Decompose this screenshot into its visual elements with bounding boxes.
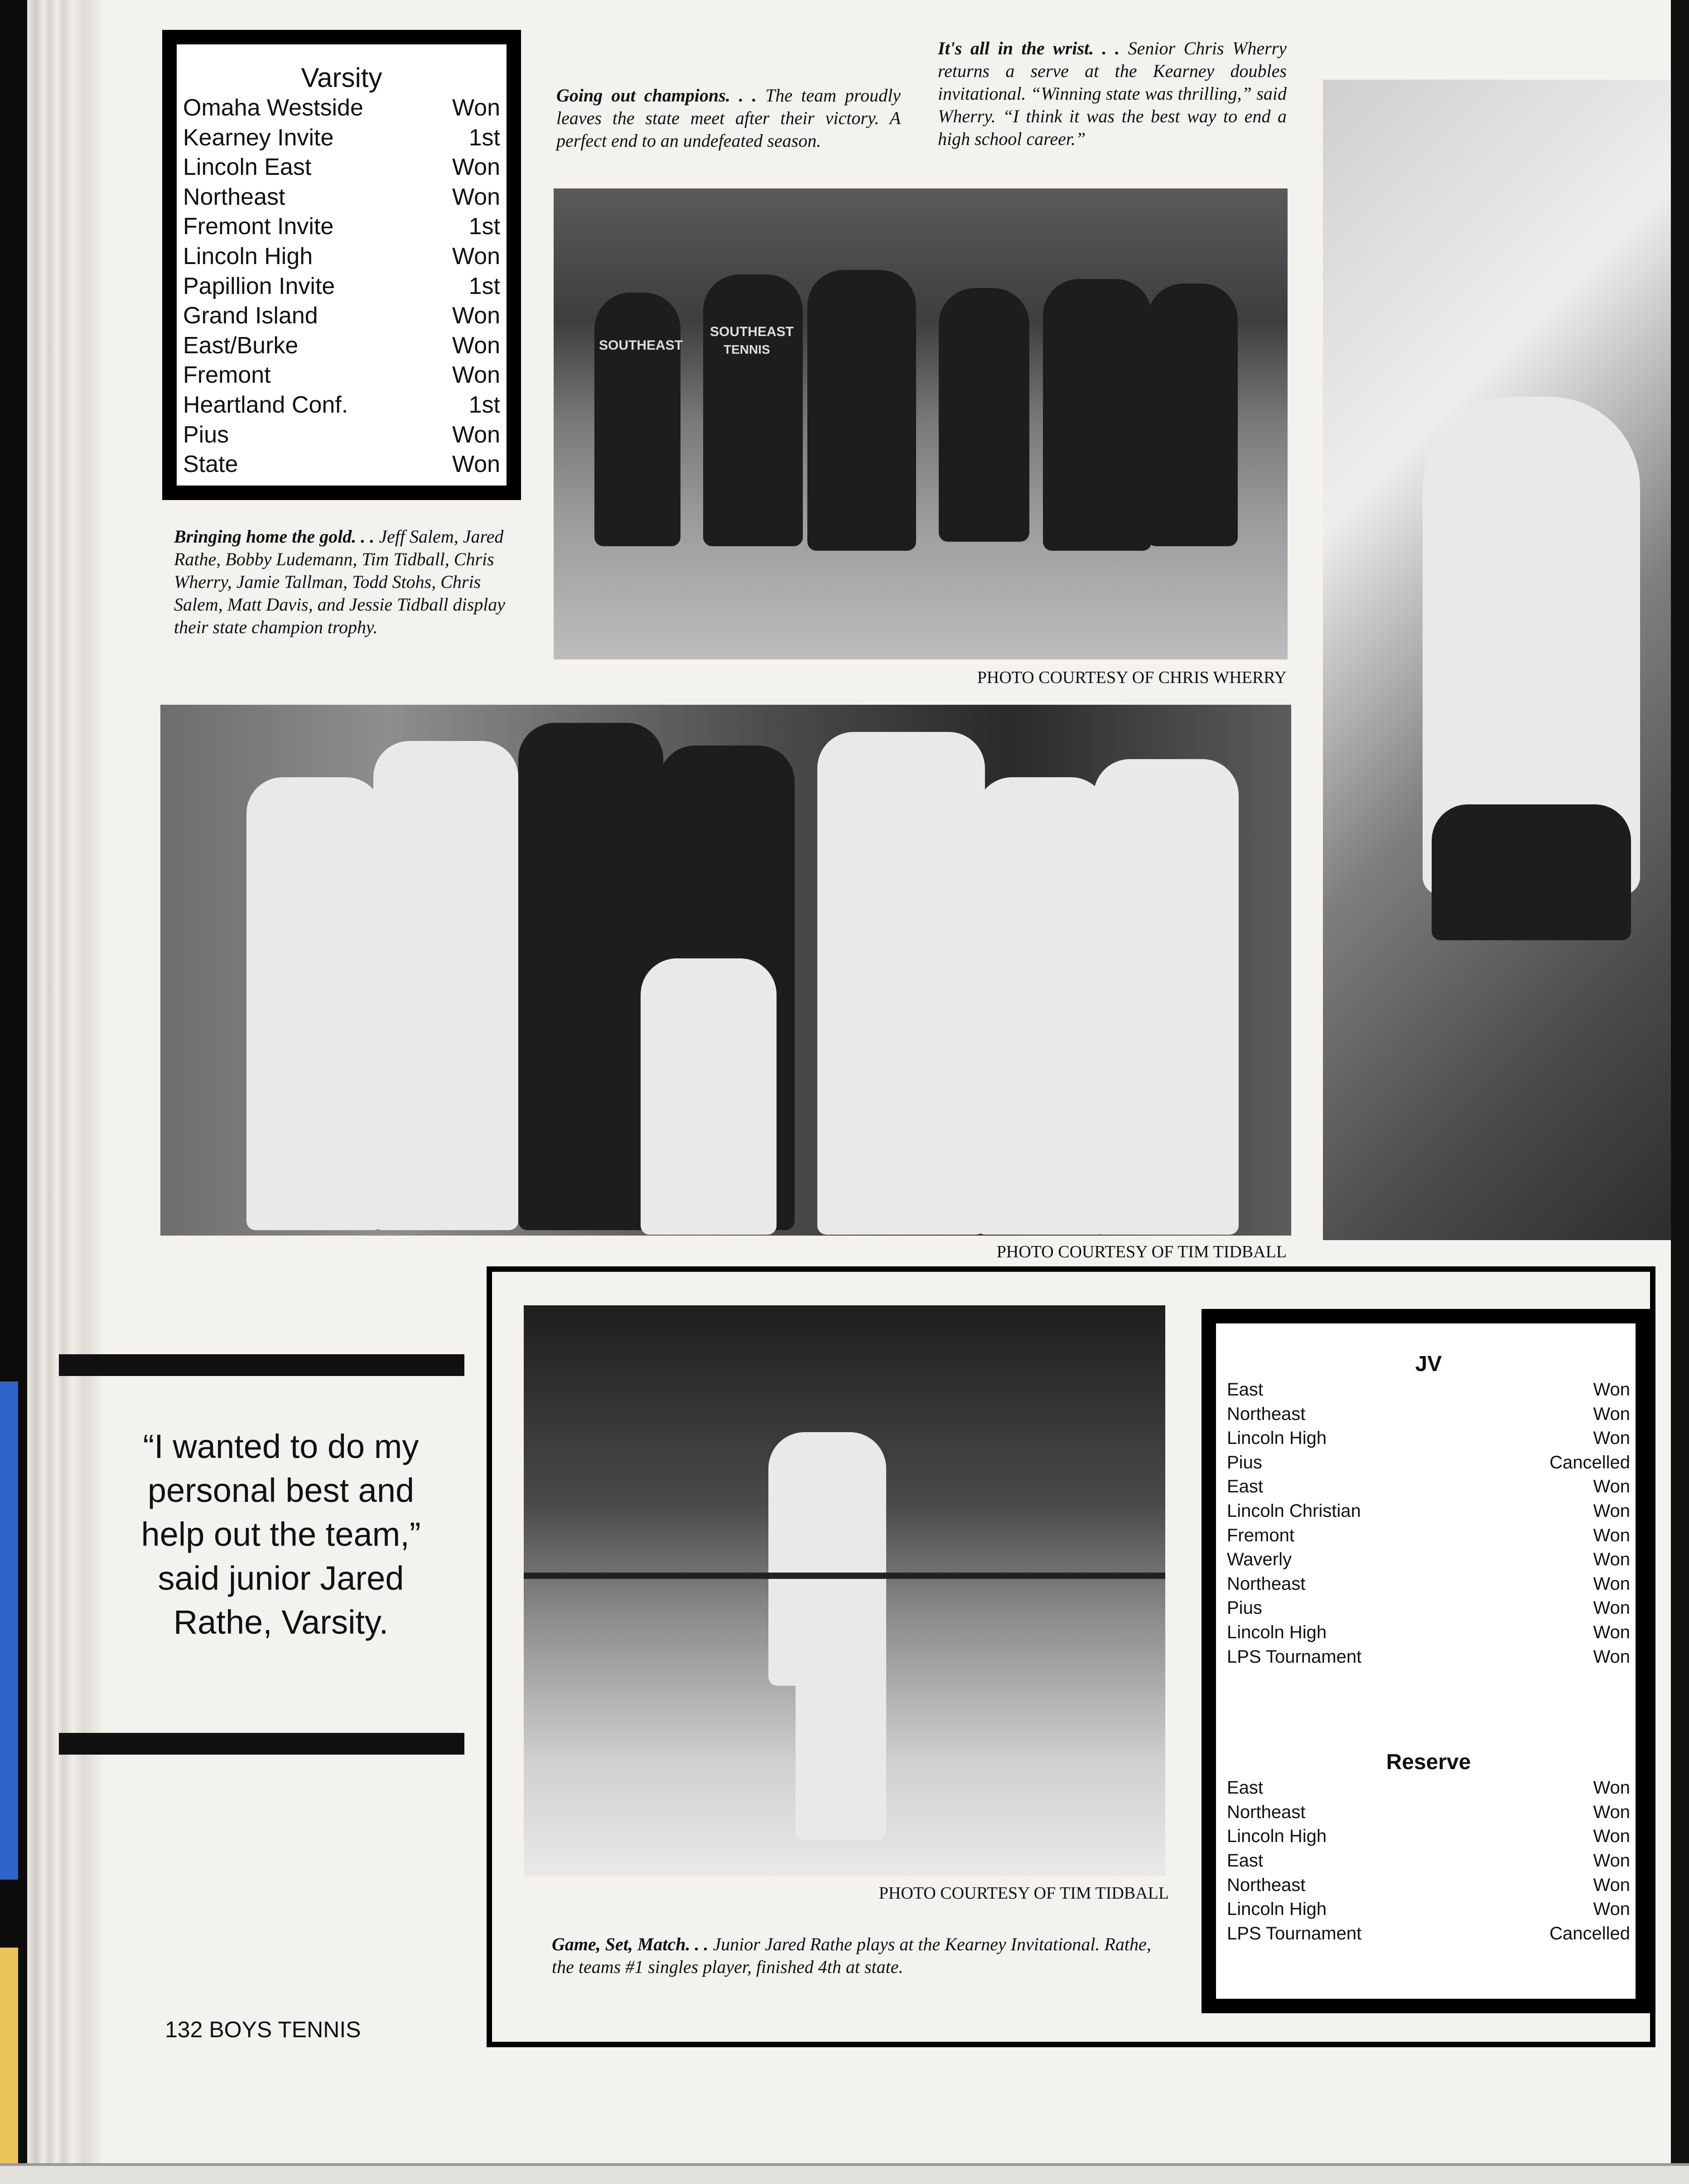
jv-opponent: Pius <box>1227 1598 1262 1618</box>
pull-quote: “I wanted to do my personal best and help out the team,” said junior Jared Rathe, Varsity. <box>141 1428 421 1641</box>
reserve-opponent: Lincoln High <box>1227 1899 1327 1919</box>
varsity-row <box>183 390 500 420</box>
reserve-row <box>1227 1776 1630 1800</box>
jv-result: Won <box>1593 1549 1630 1570</box>
jv-result: Won <box>1593 1598 1630 1618</box>
varsity-result: 1st <box>468 273 500 299</box>
caption-match-lead: Game, Set, Match. . . <box>552 1934 709 1954</box>
varsity-result: Won <box>452 421 500 448</box>
varsity-opponent: State <box>183 451 238 478</box>
credit-tidball-match: PHOTO COURTESY OF TIM TIDBALL <box>878 1884 1169 1903</box>
jv-result: Won <box>1593 1525 1630 1545</box>
reserve-opponent: Northeast <box>1227 1875 1306 1895</box>
varsity-row <box>183 361 500 390</box>
team-walking-photo <box>554 188 1288 659</box>
quote-bar-top <box>59 1354 464 1376</box>
varsity-row <box>183 301 500 331</box>
jv-opponent: East <box>1227 1380 1264 1400</box>
page-footer: 132 BOYS TENNIS <box>165 2017 361 2042</box>
team-trophy-photo <box>160 705 1291 1236</box>
varsity-row <box>183 272 500 302</box>
varsity-result: Won <box>452 183 500 210</box>
varsity-opponent: Heartland Conf. <box>183 391 348 418</box>
jv-result: Won <box>1593 1646 1630 1667</box>
jv-row <box>1227 1621 1630 1645</box>
reserve-result: Won <box>1593 1826 1630 1847</box>
jv-reserve-inner <box>1214 1322 1637 2001</box>
jv-result: Won <box>1593 1428 1630 1448</box>
jv-row <box>1227 1499 1630 1524</box>
varsity-opponent: Lincoln East <box>183 154 312 181</box>
reserve-row <box>1227 1824 1630 1849</box>
reserve-row <box>1227 1849 1630 1873</box>
binding-tab-yellow <box>0 1948 18 2174</box>
reserve-opponent: LPS Tournament <box>1227 1923 1362 1943</box>
jv-result: Won <box>1593 1477 1630 1497</box>
varsity-opponent: Lincoln High <box>183 243 313 269</box>
varsity-result: Won <box>452 362 500 389</box>
binding-tab-blue <box>0 1381 18 1880</box>
jv-reserve-schedule-box <box>1202 1309 1650 2013</box>
varsity-row <box>183 450 500 480</box>
varsity-opponent: Pius <box>183 421 229 448</box>
quote-bar-bottom <box>59 1733 464 1755</box>
credit-wherry: PHOTO COURTESY OF CHRIS WHERRY <box>977 668 1287 687</box>
varsity-row <box>183 331 500 361</box>
jv-opponent: LPS Tournament <box>1227 1646 1362 1667</box>
varsity-result: Won <box>452 154 500 181</box>
jv-row <box>1227 1451 1630 1475</box>
jacket-text-2: SOUTHEAST <box>710 324 794 339</box>
reserve-title: Reserve <box>1386 1750 1471 1775</box>
jv-opponent: East <box>1227 1477 1264 1497</box>
varsity-opponent: Fremont <box>183 362 271 389</box>
jv-result: Won <box>1593 1404 1630 1424</box>
varsity-schedule-inner <box>175 43 508 487</box>
varsity-row <box>183 242 500 272</box>
varsity-result: Won <box>452 243 500 269</box>
reserve-result: Won <box>1593 1899 1630 1919</box>
varsity-result: Won <box>452 451 500 478</box>
varsity-row <box>183 93 500 123</box>
jv-opponent: Fremont <box>1227 1525 1294 1545</box>
jv-title: JV <box>1415 1352 1442 1376</box>
jv-reserve-gap <box>1227 1669 1630 1749</box>
caption-match <box>552 1933 1168 1978</box>
jv-row <box>1227 1572 1630 1597</box>
reserve-row <box>1227 1897 1630 1922</box>
reserve-opponent: Northeast <box>1227 1802 1306 1822</box>
jv-row <box>1227 1596 1630 1621</box>
reserve-row <box>1227 1800 1630 1825</box>
jv-result: Won <box>1593 1622 1630 1642</box>
varsity-opponent: Papillion Invite <box>183 273 335 299</box>
jv-result: Won <box>1593 1501 1630 1521</box>
varsity-result: 1st <box>468 391 500 418</box>
varsity-title: Varsity <box>301 63 382 93</box>
jv-row <box>1227 1645 1630 1669</box>
reserve-opponent: East <box>1227 1850 1264 1871</box>
varsity-row <box>183 420 500 450</box>
caption-going-out-lead: Going out champions. . . <box>556 85 757 106</box>
varsity-opponent: Northeast <box>183 183 285 210</box>
caption-gold-text: Jeff Salem, Jared Rathe, Bobby Ludemann, Tim Tidball, Chris Wherry, Jamie Tallman, Todd Stohs, Chris Salem, Matt Davis, and Jessie Tidball display their state champion trophy. <box>174 526 506 637</box>
varsity-schedule-box <box>162 30 521 500</box>
varsity-rows <box>183 93 500 480</box>
jv-opponent: Lincoln Christian <box>1227 1501 1361 1521</box>
page-right-edge <box>1671 0 1689 2184</box>
caption-going-out <box>556 84 901 152</box>
jv-result: Cancelled <box>1549 1452 1630 1472</box>
jv-row <box>1227 1524 1630 1548</box>
caption-gold-lead: Bringing home the gold. . . <box>174 526 375 547</box>
caption-wrist-text: Senior Chris Wherry returns a serve at the Kearney doubles invitational. “Winning state was thrilling,” said Wherry. “I think it was the best way to end a high school career.” <box>938 38 1287 149</box>
jv-opponent: Northeast <box>1227 1573 1306 1594</box>
jv-row <box>1227 1475 1630 1499</box>
jv-opponent: Northeast <box>1227 1404 1306 1424</box>
reserve-rows <box>1227 1776 1630 1946</box>
caption-wrist-lead: It's all in the wrist. . . <box>938 38 1120 58</box>
reserve-result: Won <box>1593 1778 1630 1798</box>
player-closeup-photo <box>1323 80 1671 1240</box>
varsity-result: Won <box>452 332 500 359</box>
jv-opponent: Lincoln High <box>1227 1622 1327 1642</box>
caption-going-out-text: The team proudly leaves the state meet after their victory. A perfect end to an undefeated season. <box>556 85 901 151</box>
varsity-opponent: Fremont Invite <box>183 213 334 240</box>
jacket-text-1: SOUTHEAST <box>599 338 683 353</box>
reserve-result: Won <box>1593 1850 1630 1871</box>
page-bottom-edge <box>0 2163 1689 2184</box>
reserve-result: Cancelled <box>1549 1923 1630 1943</box>
varsity-opponent: Grand Island <box>183 303 318 329</box>
reserve-row <box>1227 1873 1630 1898</box>
jv-opponent: Pius <box>1227 1452 1262 1472</box>
varsity-result: Won <box>452 303 500 329</box>
jv-result: Won <box>1593 1573 1630 1594</box>
jv-row <box>1227 1402 1630 1427</box>
credit-tidball-team: PHOTO COURTESY OF TIM TIDBALL <box>996 1242 1287 1261</box>
caption-wrist <box>938 37 1287 150</box>
varsity-opponent: East/Burke <box>183 332 299 359</box>
jv-opponent: Waverly <box>1227 1549 1292 1570</box>
varsity-row <box>183 183 500 212</box>
jv-row <box>1227 1548 1630 1572</box>
jv-row <box>1227 1378 1630 1402</box>
varsity-row <box>183 212 500 242</box>
varsity-result: 1st <box>468 124 500 151</box>
jv-rows <box>1227 1378 1630 1669</box>
varsity-opponent: Kearney Invite <box>183 124 334 151</box>
varsity-row <box>183 123 500 153</box>
match-photo <box>524 1305 1165 1876</box>
reserve-result: Won <box>1593 1875 1630 1895</box>
caption-match-text: Junior Jared Rathe plays at the Kearney Invitational. Rathe, the teams #1 singles player, finished 4th at state. <box>552 1934 1151 1977</box>
reserve-row <box>1227 1922 1630 1946</box>
varsity-result: 1st <box>468 213 500 240</box>
jacket-text-3: TENNIS <box>724 342 770 356</box>
caption-gold <box>174 525 509 639</box>
reserve-result: Won <box>1593 1802 1630 1822</box>
reserve-opponent: Lincoln High <box>1227 1826 1327 1847</box>
jv-opponent: Lincoln High <box>1227 1428 1327 1448</box>
varsity-result: Won <box>452 95 500 121</box>
jv-result: Won <box>1593 1380 1630 1400</box>
varsity-row <box>183 153 500 183</box>
jv-row <box>1227 1426 1630 1451</box>
varsity-opponent: Omaha Westside <box>183 95 363 121</box>
reserve-opponent: East <box>1227 1778 1264 1798</box>
